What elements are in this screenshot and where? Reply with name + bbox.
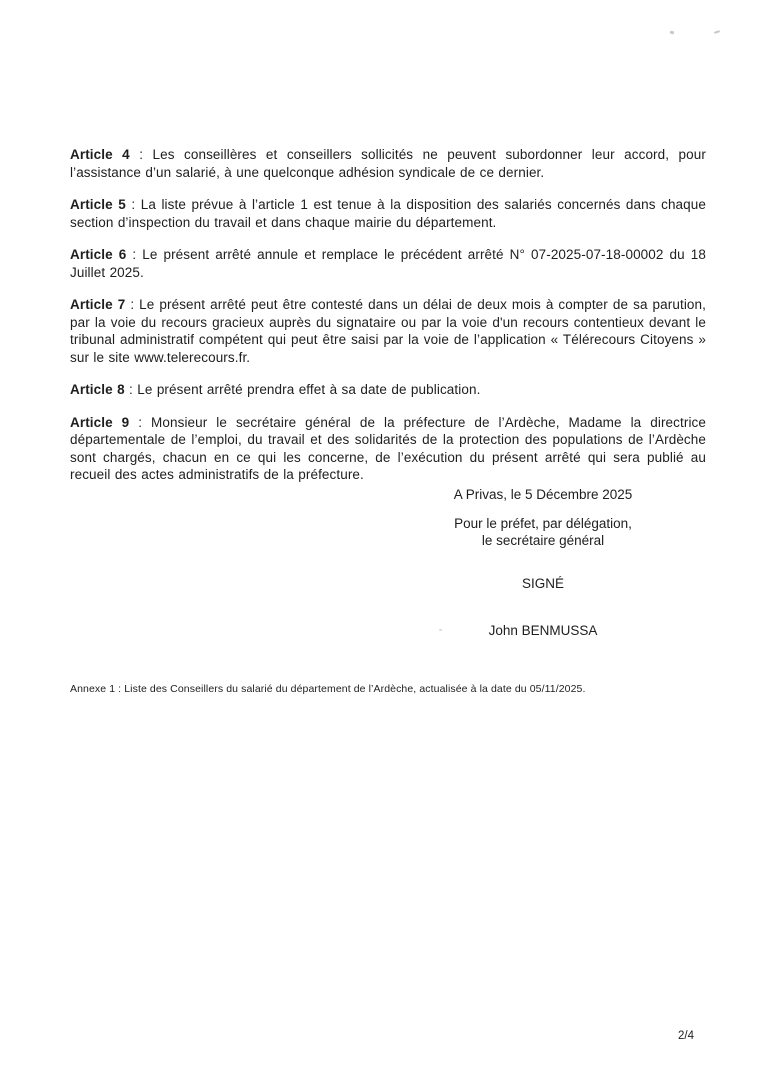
article-8-separator: : [124, 382, 138, 397]
article-5-paragraph [70, 196, 706, 231]
article-8-body: Le présent arrêté prendra effet à sa date de publication. [137, 382, 481, 397]
article-7-label: Article 7 [70, 297, 126, 312]
signature-signatory-name: John BENMUSSA [488, 623, 598, 638]
page-number: 2/4 [678, 1030, 694, 1042]
article-5-label: Article 5 [70, 197, 126, 212]
signature-delegation [380, 515, 706, 550]
article-5-separator: : [125, 197, 141, 212]
article-8-paragraph [70, 381, 706, 399]
annexe-note: Annexe 1 : Liste des Conseillers du salarié du département de l’Ardèche, actualisée à la date du 05/11/2025. [70, 683, 586, 695]
article-8-label: Article 8 [70, 382, 125, 397]
article-9-paragraph [70, 414, 706, 484]
article-4-paragraph [70, 146, 706, 181]
article-9-separator: : [129, 414, 152, 430]
article-6-body: Le présent arrêté annule et remplace le précédent arrêté N° 07-2025-07-18-00002 du 18 Juillet 2025. [70, 247, 706, 280]
article-7-separator: : [125, 297, 140, 312]
article-4-label: Article 4 [70, 147, 130, 162]
signature-block [380, 486, 706, 640]
article-7-paragraph [70, 296, 706, 366]
article-6-separator: : [126, 247, 143, 262]
signature-delegation-line2: le secrétaire général [481, 533, 605, 548]
scan-artifact [714, 30, 720, 34]
articles-section [70, 146, 706, 499]
article-4-separator: : [129, 147, 153, 162]
signature-delegation-line1: Pour le préfet, par délégation, [454, 515, 632, 531]
scan-artifact [670, 31, 675, 35]
article-6-label: Article 6 [70, 247, 127, 262]
article-6-paragraph [70, 246, 706, 281]
signature-place-date: A Privas, le 5 Décembre 2025 [453, 487, 633, 502]
article-9-body: Monsieur le secrétaire général de la préfecture de l’Ardèche, Madame la directrice départementale de l’emploi, du travail et des solidarités de la protection des populations de l’Ardèche sont chargés, chacun en ce qui les concerne, de l’exécution du présent arrêté qui sera publié au recueil des actes administratifs de la préfecture. [70, 414, 706, 482]
signature-signed-mention: SIGNÉ [521, 575, 564, 591]
article-5-body: La liste prévue à l’article 1 est tenue à la disposition des salariés concernés dans chaque section d’inspection du travail et dans chaque mairie du département. [70, 197, 706, 230]
article-7-body: Le présent arrêté peut être contesté dans un délai de deux mois à compter de sa parution, par la voie du recours gracieux auprès du signataire ou par la voie d'un recours contentieux devant le tribunal administratif compétent qui peut être saisi par la voie de l’application « Télérecours Citoyens » sur le site www.telerecours.fr. [70, 297, 706, 365]
article-9-label: Article 9 [70, 414, 130, 430]
article-4-body: Les conseillères et conseillers sollicités ne peuvent subordonner leur accord, pour l’assistance d’un salarié, à une quelconque adhésion syndicale de ce dernier. [70, 147, 706, 180]
